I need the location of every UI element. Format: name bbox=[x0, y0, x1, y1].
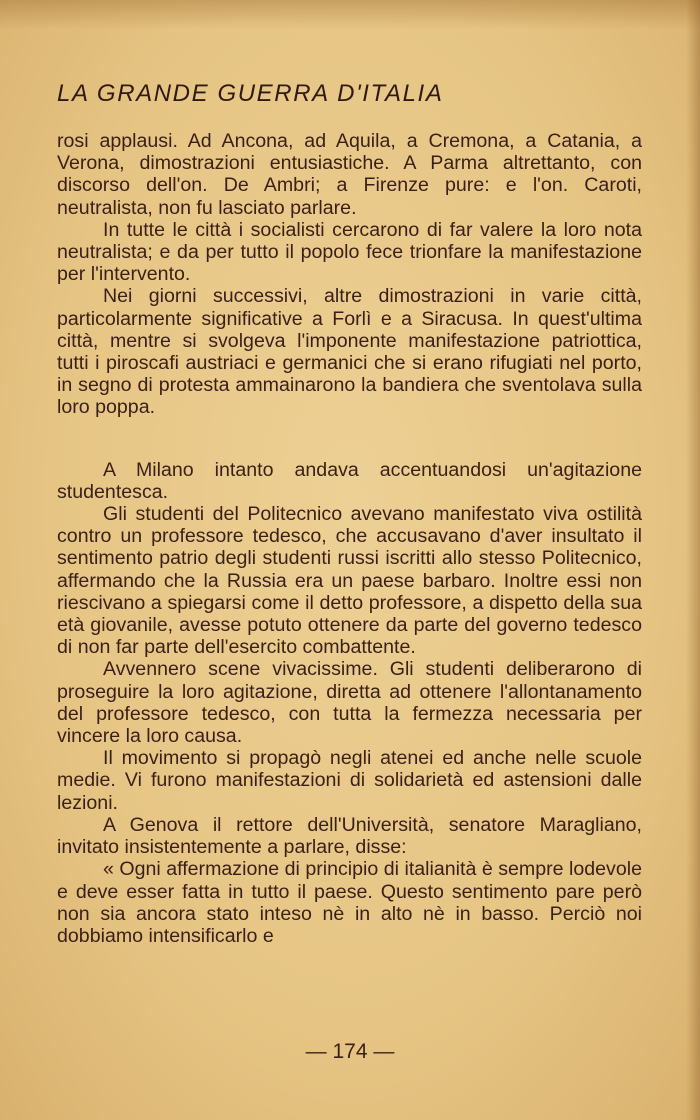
paragraph: rosi applausi. Ad Ancona, ad Aquila, a Cremona, a Catania, a Verona, dimostrazioni entusiastiche. A Parma altrettanto, con discorso dell'on. De Ambri; a Firenze pure: e l'on. Caroti, neutralista, non fu lasciato parlare. bbox=[57, 130, 642, 219]
page-number: — 174 — bbox=[305, 1040, 395, 1063]
paragraph: A Genova il rettore dell'Università, senatore Maragliano, invitato insistentemente a parlare, disse: bbox=[57, 813, 642, 859]
paragraph: A Milano intanto andava accentuandosi un'agitazione studentesca. bbox=[57, 458, 642, 503]
paragraph: Nei giorni successivi, altre dimostrazioni in varie città, particolarmente significative a Forlì e a Siracusa. In quest'ultima città, mentre si svolgeva l'imponente manifestazione patriottica, tutti i piroscafi austriaci e germanici che si erano rifugiati nel porto, in segno di protesta ammainarono la bandiera che sventolava sulla loro poppa. bbox=[57, 285, 642, 419]
paragraph: In tutte le città i socialisti cercarono di far valere la loro nota neutralista; e da per tutto il popolo fece trionfare la manifestazione per l'intervento. bbox=[57, 218, 642, 286]
running-head: LA GRANDE GUERRA D'ITALIA bbox=[57, 80, 444, 107]
section-break bbox=[57, 419, 642, 459]
page-edge-shadow bbox=[686, 0, 700, 1120]
paragraph: Il movimento si propagò negli atenei ed anche nelle scuole medie. Vi furono manifestazioni di solidarietà ed astensioni dalle lezioni. bbox=[57, 747, 642, 814]
page-top-shadow bbox=[0, 0, 700, 30]
body-text bbox=[57, 130, 642, 947]
paragraph: « Ogni affermazione di principio di italianità è sempre lodevole e deve esser fatta in tutto il paese. Questo sentimento pare però non sia ancora stato inteso nè in alto nè in basso. Perciò noi dobbiamo intensificarlo e bbox=[57, 858, 642, 947]
paragraph: Gli studenti del Politecnico avevano manifestato viva ostilità contro un professore tedesco, che accusavano d'aver insultato il sentimento patrio degli studenti russi iscritti allo stesso Politecnico, affermando che la Russia era un paese barbaro. Inoltre essi non riescivano a spiegarsi come il detto professore, a dispetto della sua età giovanile, avesse potuto ottenere da parte del governo tedesco di non far parte dell'esercito combattente. bbox=[57, 503, 642, 659]
paragraph: Avvennero scene vivacissime. Gli studenti deliberarono di proseguire la loro agitazione, diretta ad ottenere l'allontanamento del professore tedesco, con tutta la fermezza necessaria per vincere la loro causa. bbox=[57, 658, 642, 748]
